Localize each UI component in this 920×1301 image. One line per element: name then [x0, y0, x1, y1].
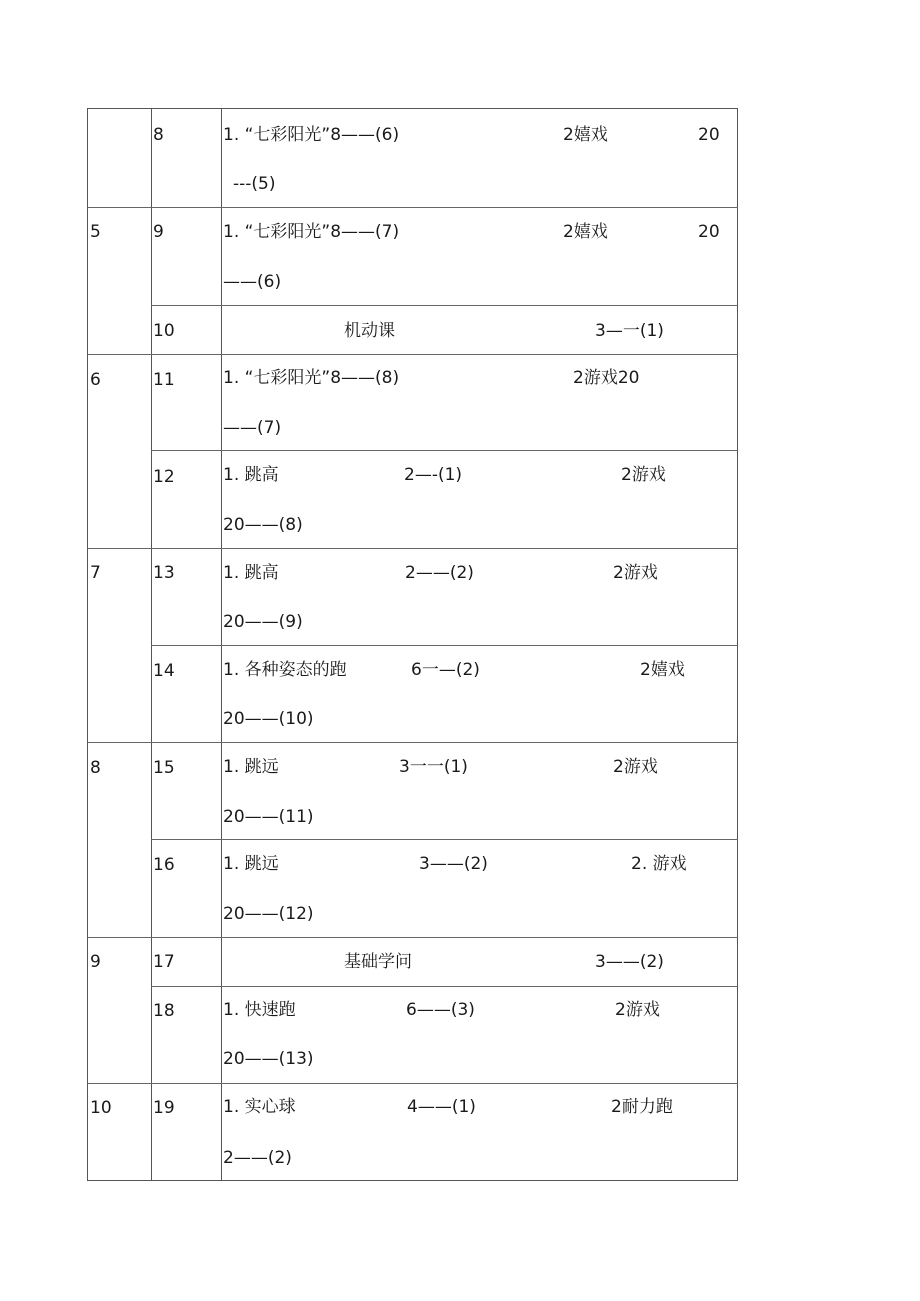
lesson-code: 2—-(1) — [404, 465, 463, 485]
week-number: 6 — [90, 370, 101, 390]
lesson-game: 2嬉戏 — [563, 222, 608, 242]
lesson-game: 2耐力跑 — [611, 1097, 673, 1117]
lesson-number: 17 — [153, 952, 175, 972]
lesson-content: 1. “七彩阳光”8——(6) — [223, 125, 400, 145]
lesson-content: 1. 各种姿态的跑 — [223, 660, 347, 680]
schedule-table — [87, 108, 738, 1181]
lesson-game: 2游戏 — [621, 465, 666, 485]
row-divider — [151, 450, 738, 451]
lesson-code: 4——(1) — [407, 1097, 476, 1117]
lesson-game: 2嬉戏 — [640, 660, 685, 680]
lesson-number: 14 — [153, 661, 175, 681]
lesson-continuation: 20——(10) — [223, 709, 314, 729]
lesson-continuation: 20——(9) — [223, 612, 303, 632]
lesson-number: 18 — [153, 1001, 175, 1021]
lesson-code: 3——(2) — [419, 854, 488, 874]
lesson-code: 6——(3) — [406, 1000, 475, 1020]
lesson-continuation: 20——(8) — [223, 515, 303, 535]
lesson-content: 1. 实心球 — [223, 1097, 296, 1117]
lesson-duration: 20 — [698, 222, 720, 242]
lesson-continuation: ——(7) — [223, 418, 282, 438]
lesson-content: 基础学问 — [344, 952, 412, 972]
lesson-number: 12 — [153, 467, 175, 487]
lesson-code: 3一一(1) — [399, 757, 468, 777]
lesson-number: 13 — [153, 563, 175, 583]
lesson-code: 3——(2) — [595, 952, 664, 972]
row-divider — [151, 645, 738, 646]
lesson-continuation: 20——(11) — [223, 807, 314, 827]
lesson-content: 1. 跳高 — [223, 465, 279, 485]
row-divider — [88, 1083, 738, 1084]
lesson-content: 1. “七彩阳光”8——(8) — [223, 368, 400, 388]
row-divider — [151, 305, 738, 306]
lesson-number: 8 — [153, 125, 164, 145]
lesson-number: 11 — [153, 370, 175, 390]
lesson-number: 16 — [153, 855, 175, 875]
lesson-game: 2游戏 — [615, 1000, 660, 1020]
lesson-continuation: 2——(2) — [223, 1148, 292, 1168]
week-number: 9 — [90, 952, 101, 972]
lesson-number: 15 — [153, 758, 175, 778]
lesson-game: 2游戏 — [613, 563, 658, 583]
week-number: 7 — [90, 563, 101, 583]
lesson-content: 1. 跳远 — [223, 757, 279, 777]
row-divider — [88, 742, 738, 743]
lesson-content: 1. 跳高 — [223, 563, 279, 583]
row-divider — [151, 986, 738, 987]
row-divider — [88, 548, 738, 549]
lesson-game: 2嬉戏 — [563, 125, 608, 145]
lesson-code: 3—一(1) — [595, 321, 664, 341]
row-divider — [151, 839, 738, 840]
lesson-number: 9 — [153, 222, 164, 242]
week-number: 5 — [90, 222, 101, 242]
lesson-continuation: ——(6) — [223, 272, 282, 292]
lesson-code: 2——(2) — [405, 563, 474, 583]
week-number: 8 — [90, 758, 101, 778]
lesson-content: 1. “七彩阳光”8——(7) — [223, 222, 400, 242]
lesson-continuation: 20——(13) — [223, 1049, 314, 1069]
lesson-game: 2游戏 — [613, 757, 658, 777]
lesson-content: 1. 跳远 — [223, 854, 279, 874]
lesson-duration: 20 — [698, 125, 720, 145]
row-divider — [88, 354, 738, 355]
lesson-game: 2游戏20 — [573, 368, 640, 388]
lesson-continuation: 20——(12) — [223, 904, 314, 924]
row-divider — [88, 207, 738, 208]
lesson-content: 1. 快速跑 — [223, 1000, 296, 1020]
week-number: 10 — [90, 1098, 112, 1118]
row-divider — [88, 937, 738, 938]
lesson-number: 19 — [153, 1098, 175, 1118]
lesson-code: 6一—(2) — [411, 660, 480, 680]
lesson-content: 机动课 — [344, 321, 395, 341]
lesson-number: 10 — [153, 321, 175, 341]
lesson-game: 2. 游戏 — [631, 854, 687, 874]
lesson-continuation: ---(5) — [233, 174, 276, 194]
